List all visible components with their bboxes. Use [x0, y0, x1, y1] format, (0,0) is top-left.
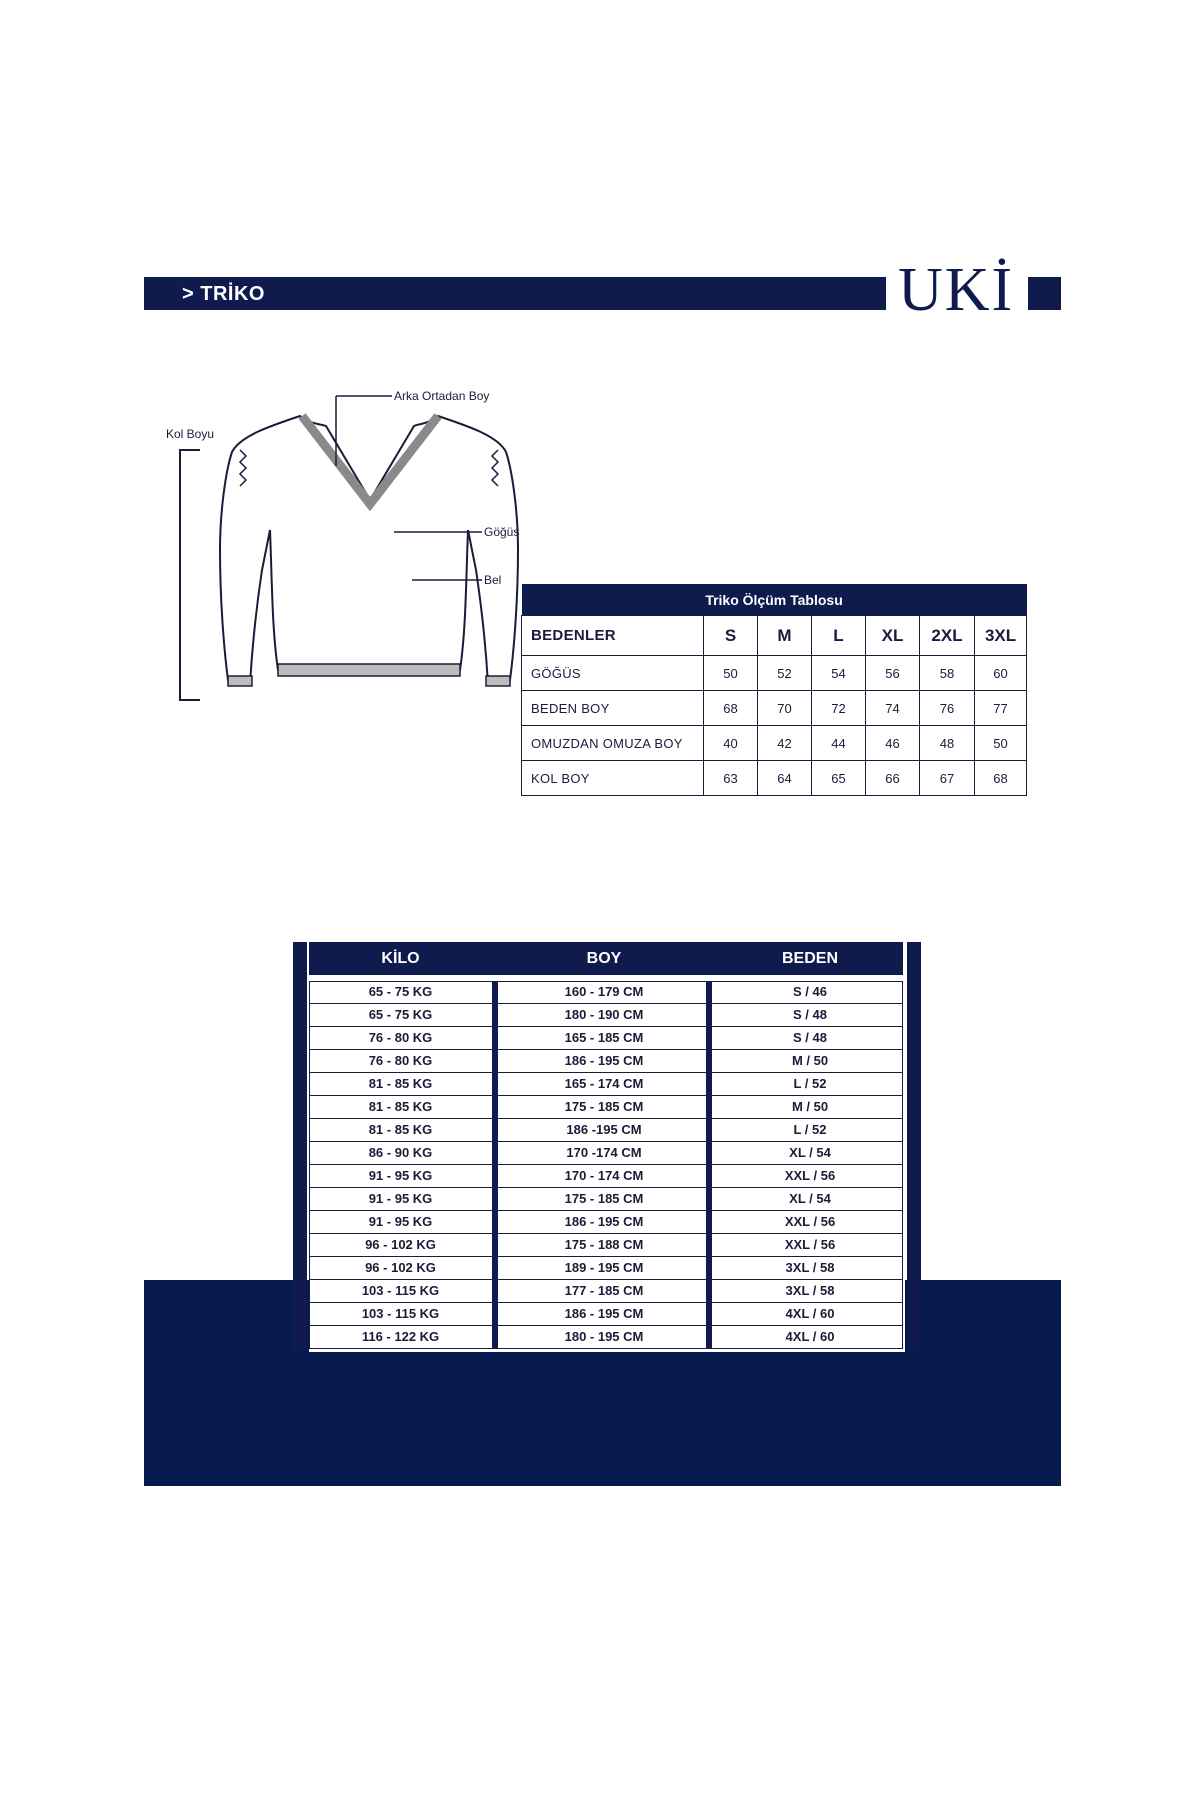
- table-row: [309, 1050, 903, 1073]
- size-cell: XL / 54: [789, 1191, 831, 1206]
- chest-label: Göğüs: [484, 525, 520, 539]
- row-label: BEDEN BOY: [522, 691, 704, 726]
- size-header: L: [812, 616, 866, 656]
- measurement-table: [521, 584, 1027, 796]
- weight-cell: 76 - 80 KG: [368, 1053, 433, 1068]
- size-cell: 4XL / 60: [785, 1329, 835, 1344]
- size-header: BEDEN: [781, 950, 838, 967]
- table-cell: 58: [920, 656, 975, 691]
- height-cell: 175 - 185 CM: [564, 1191, 644, 1206]
- right-cuff: [486, 676, 510, 686]
- table-cell: 68: [975, 761, 1027, 796]
- hem-rib: [278, 664, 460, 676]
- weight-cell: 116 - 122 KG: [361, 1329, 440, 1344]
- weight-cell: 91 - 95 KG: [368, 1214, 433, 1229]
- table-cell: 72: [812, 691, 866, 726]
- table-cell: 52: [758, 656, 812, 691]
- table-row: [522, 726, 1027, 761]
- table-cell: 63: [704, 761, 758, 796]
- size-header: 3XL: [975, 616, 1027, 656]
- table-cell: 70: [758, 691, 812, 726]
- table-cell: 67: [920, 761, 975, 796]
- size-cell: XXL / 56: [784, 1214, 836, 1229]
- table-cell: 66: [866, 761, 920, 796]
- table-cell: 40: [704, 726, 758, 761]
- size-cell: M / 50: [791, 1099, 829, 1114]
- table-cell: 68: [704, 691, 758, 726]
- weight-cell: 103 - 115 KG: [361, 1283, 440, 1298]
- table-row: [309, 981, 903, 1004]
- left-cuff: [228, 676, 252, 686]
- size-cell: 3XL / 58: [785, 1260, 835, 1275]
- weight-cell: 76 - 80 KG: [368, 1030, 433, 1045]
- table-row: [309, 1234, 903, 1257]
- table-cell: 77: [975, 691, 1027, 726]
- size-cell: S / 48: [793, 1030, 827, 1045]
- height-cell: 186 - 195 CM: [564, 1053, 644, 1068]
- brand-logo: UKİ: [898, 256, 1015, 324]
- table-row: [309, 1165, 903, 1188]
- size-cell: S / 46: [793, 984, 827, 999]
- table-cell: 65: [812, 761, 866, 796]
- table-row: [309, 1119, 903, 1142]
- size-guide-left-border: [293, 942, 307, 1352]
- weight-cell: 91 - 95 KG: [368, 1191, 433, 1206]
- table-row: [522, 761, 1027, 796]
- table-row: [309, 1096, 903, 1119]
- table-cell: 44: [812, 726, 866, 761]
- height-cell: 165 - 174 CM: [564, 1076, 644, 1091]
- sweater-diagram: [160, 380, 520, 720]
- table-cell: 42: [758, 726, 812, 761]
- size-guide-table: [293, 942, 921, 1352]
- table-cell: 64: [758, 761, 812, 796]
- height-cell: 180 - 190 CM: [564, 1007, 644, 1022]
- table-cell: 46: [866, 726, 920, 761]
- weight-cell: 96 - 102 KG: [365, 1237, 436, 1252]
- column-divider: [492, 981, 498, 1349]
- table-row: [309, 1257, 903, 1280]
- column-divider: [706, 981, 712, 1349]
- size-cell: M / 50: [791, 1053, 829, 1068]
- height-cell: 170 -174 CM: [566, 1145, 642, 1160]
- weight-cell: 65 - 75 KG: [368, 1007, 433, 1022]
- back-length-label: Arka Ortadan Boy: [394, 389, 490, 403]
- table-cell: 60: [975, 656, 1027, 691]
- table-cell: 76: [920, 691, 975, 726]
- height-cell: 186 -195 CM: [566, 1122, 642, 1137]
- size-guide-rows: [309, 981, 903, 1349]
- height-cell: 177 - 185 CM: [564, 1283, 644, 1298]
- size-guide-header: [309, 942, 903, 975]
- measurement-table-title: Triko Ölçüm Tablosu: [522, 584, 1027, 616]
- sleeve-length-label: Kol Boyu: [166, 427, 215, 441]
- size-guide-right-border: [907, 942, 921, 1352]
- height-header: BOY: [586, 950, 622, 967]
- height-cell: 186 - 195 CM: [564, 1306, 644, 1321]
- height-cell: 180 - 195 CM: [564, 1329, 644, 1344]
- sleeve-length-bracket: [180, 450, 200, 700]
- height-cell: 186 - 195 CM: [564, 1214, 644, 1229]
- table-row: [309, 1004, 903, 1027]
- table-row: [309, 1303, 903, 1326]
- brand-square: [1028, 277, 1061, 310]
- size-cell: L / 52: [793, 1076, 827, 1091]
- table-cell: 50: [704, 656, 758, 691]
- table-row: [309, 1211, 903, 1234]
- weight-cell: 65 - 75 KG: [368, 984, 433, 999]
- header-label: BEDENLER: [522, 616, 704, 656]
- size-cell: 3XL / 58: [785, 1283, 835, 1298]
- size-cell: XL / 54: [789, 1145, 831, 1160]
- sweater-outline: [220, 416, 518, 684]
- weight-cell: 81 - 85 KG: [368, 1122, 433, 1137]
- weight-cell: 91 - 95 KG: [368, 1168, 433, 1183]
- table-cell: 48: [920, 726, 975, 761]
- waist-label: Bel: [484, 573, 502, 587]
- weight-cell: 96 - 102 KG: [365, 1260, 436, 1275]
- weight-header: KİLO: [381, 950, 420, 967]
- size-header: 2XL: [920, 616, 975, 656]
- table-row: [522, 691, 1027, 726]
- table-row: [309, 1027, 903, 1050]
- weight-cell: 103 - 115 KG: [361, 1306, 440, 1321]
- row-label: GÖĞÜS: [522, 656, 704, 691]
- table-row: [309, 1073, 903, 1096]
- size-cell: XXL / 56: [784, 1237, 836, 1252]
- size-header: S: [704, 616, 758, 656]
- table-row: [309, 1326, 903, 1349]
- table-row: [309, 1142, 903, 1165]
- measurement-table-header: [522, 616, 1027, 656]
- row-label: KOL BOY: [522, 761, 704, 796]
- table-cell: 54: [812, 656, 866, 691]
- size-cell: 4XL / 60: [785, 1306, 835, 1321]
- row-label: OMUZDAN OMUZA BOY: [522, 726, 704, 761]
- height-cell: 160 - 179 CM: [564, 984, 644, 999]
- table-row: [522, 656, 1027, 691]
- weight-cell: 86 - 90 KG: [368, 1145, 433, 1160]
- height-cell: 175 - 188 CM: [564, 1237, 644, 1252]
- weight-cell: 81 - 85 KG: [368, 1099, 433, 1114]
- table-row: [309, 1188, 903, 1211]
- height-cell: 189 - 195 CM: [564, 1260, 644, 1275]
- table-cell: 56: [866, 656, 920, 691]
- size-header: M: [758, 616, 812, 656]
- height-cell: 170 - 174 CM: [564, 1168, 644, 1183]
- height-cell: 165 - 185 CM: [564, 1030, 644, 1045]
- height-cell: 175 - 185 CM: [564, 1099, 644, 1114]
- size-header: XL: [866, 616, 920, 656]
- table-cell: 74: [866, 691, 920, 726]
- table-row: [309, 1280, 903, 1303]
- table-cell: 50: [975, 726, 1027, 761]
- page-title: > TRİKO: [182, 283, 265, 305]
- size-cell: S / 48: [793, 1007, 827, 1022]
- weight-cell: 81 - 85 KG: [368, 1076, 433, 1091]
- size-cell: XXL / 56: [784, 1168, 836, 1183]
- size-cell: L / 52: [793, 1122, 827, 1137]
